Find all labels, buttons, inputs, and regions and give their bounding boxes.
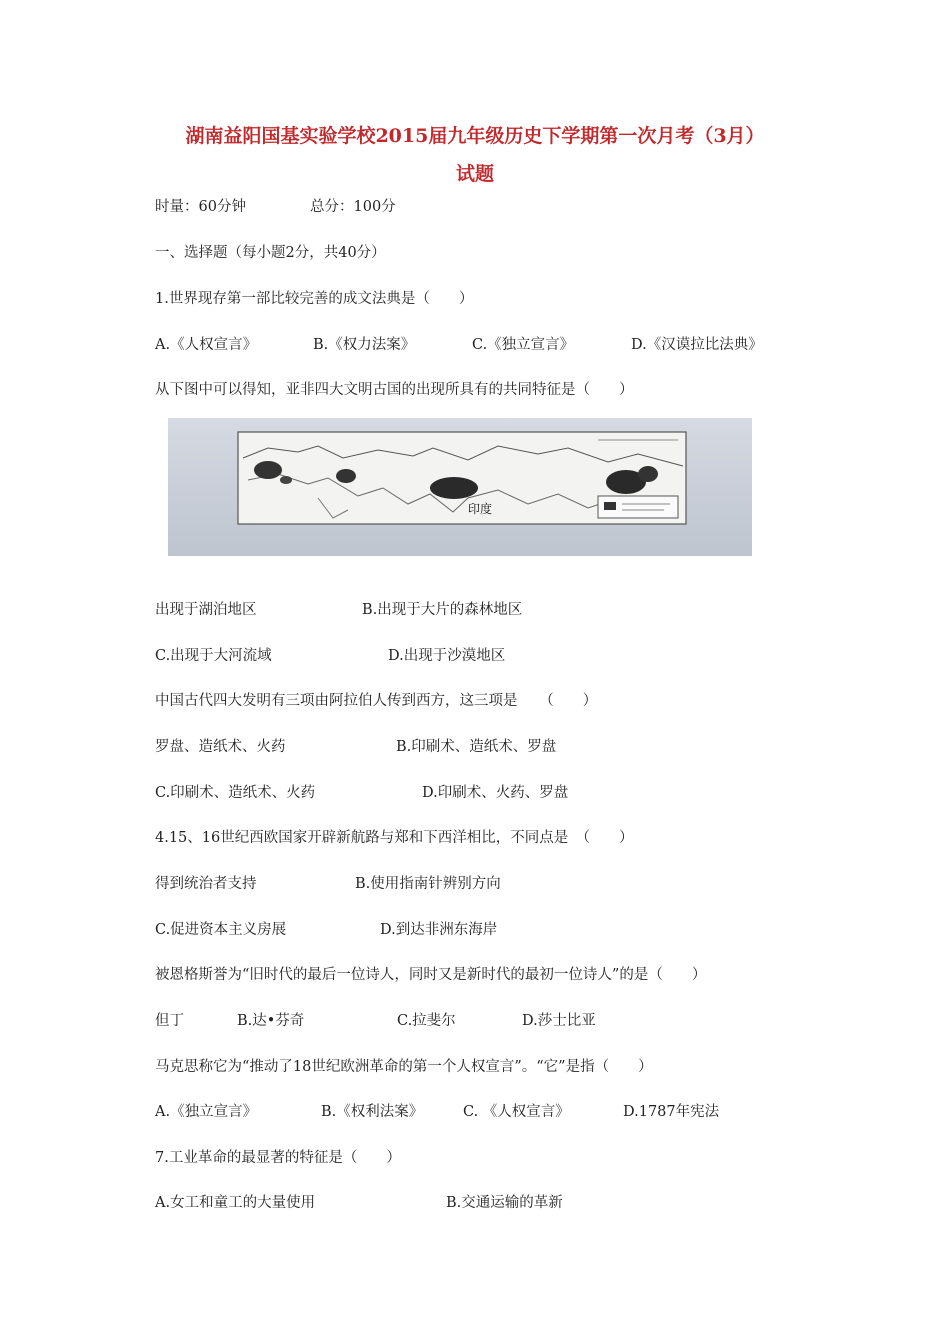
option-c: C.《独立宣言》 (472, 337, 575, 353)
option-d: D.1787年宪法 (623, 1104, 720, 1120)
option-d: D.出现于沙漠地区 (388, 648, 506, 664)
document-title-line1: 湖南益阳国基实验学校2015届九年级历史下学期第一次月考（3月） (185, 125, 765, 147)
question-stem: 被恩格斯誉为“旧时代的最后一位诗人，同时又是新时代的最初一位诗人”的是（ ） (155, 967, 707, 983)
option-a: A.《独立宣言》 (155, 1104, 258, 1120)
option-d: D.莎士比亚 (522, 1013, 596, 1029)
option-c: C.印刷术、造纸术、火药 (155, 785, 316, 801)
option-a: A.《人权宣言》 (155, 337, 258, 353)
map-label-india: 印度 (468, 502, 493, 516)
option-a: 但丁 (155, 1013, 184, 1029)
option-c: C. 《人权宣言》 (463, 1104, 570, 1120)
option-d: D.到达非洲东海岸 (380, 922, 498, 938)
option-c: C.拉斐尔 (397, 1013, 456, 1029)
option-a: 出现于湖泊地区 (155, 602, 257, 618)
exam-time: 时量：60分钟 (155, 199, 246, 215)
option-b: B.《权利法案》 (321, 1104, 424, 1120)
option-a: A.女工和童工的大量使用 (155, 1195, 316, 1211)
question-stem: 马克思称它为“推动了18世纪欧洲革命的第一个人权宣言”。“它”是指（ ） (155, 1059, 653, 1075)
question-stem: 7.工业革命的最显著的特征是（ ） (155, 1150, 401, 1166)
document-title-line2: 试题 (455, 163, 494, 185)
option-b: B.《权力法案》 (313, 337, 416, 353)
option-c: C.出现于大河流域 (155, 648, 272, 664)
option-d: D.印刷术、火药、罗盘 (422, 785, 569, 801)
option-c: C.促进资本主义房展 (155, 922, 287, 938)
question-stem: 中国古代四大发明有三项由阿拉伯人传到西方，这三项是 （ ） (155, 693, 598, 709)
map-drawing (168, 418, 752, 556)
option-b: B.交通运输的革新 (446, 1195, 563, 1211)
section-heading: 一、选择题（每小题2分，共40分） (155, 245, 386, 261)
option-d: D.《汉谟拉比法典》 (631, 337, 763, 353)
option-a: 得到统治者支持 (155, 876, 257, 892)
option-a: 罗盘、造纸术、火药 (155, 739, 286, 755)
ancient-civilizations-map (168, 418, 752, 556)
option-b: B.使用指南针辨别方向 (355, 876, 501, 892)
question-stem: 从下图中可以得知，亚非四大文明古国的出现所具有的共同特征是（ ） (155, 382, 634, 398)
question-stem: 1.世界现存第一部比较完善的成文法典是（ ） (155, 291, 474, 307)
exam-total-score: 总分：100分 (310, 199, 396, 215)
option-b: B.出现于大片的森林地区 (362, 602, 523, 618)
option-b: B.达•芬奇 (237, 1013, 305, 1029)
question-stem: 4.15、16世纪西欧国家开辟新航路与郑和下西洋相比，不同点是 （ ） (155, 830, 634, 846)
option-b: B.印刷术、造纸术、罗盘 (396, 739, 557, 755)
